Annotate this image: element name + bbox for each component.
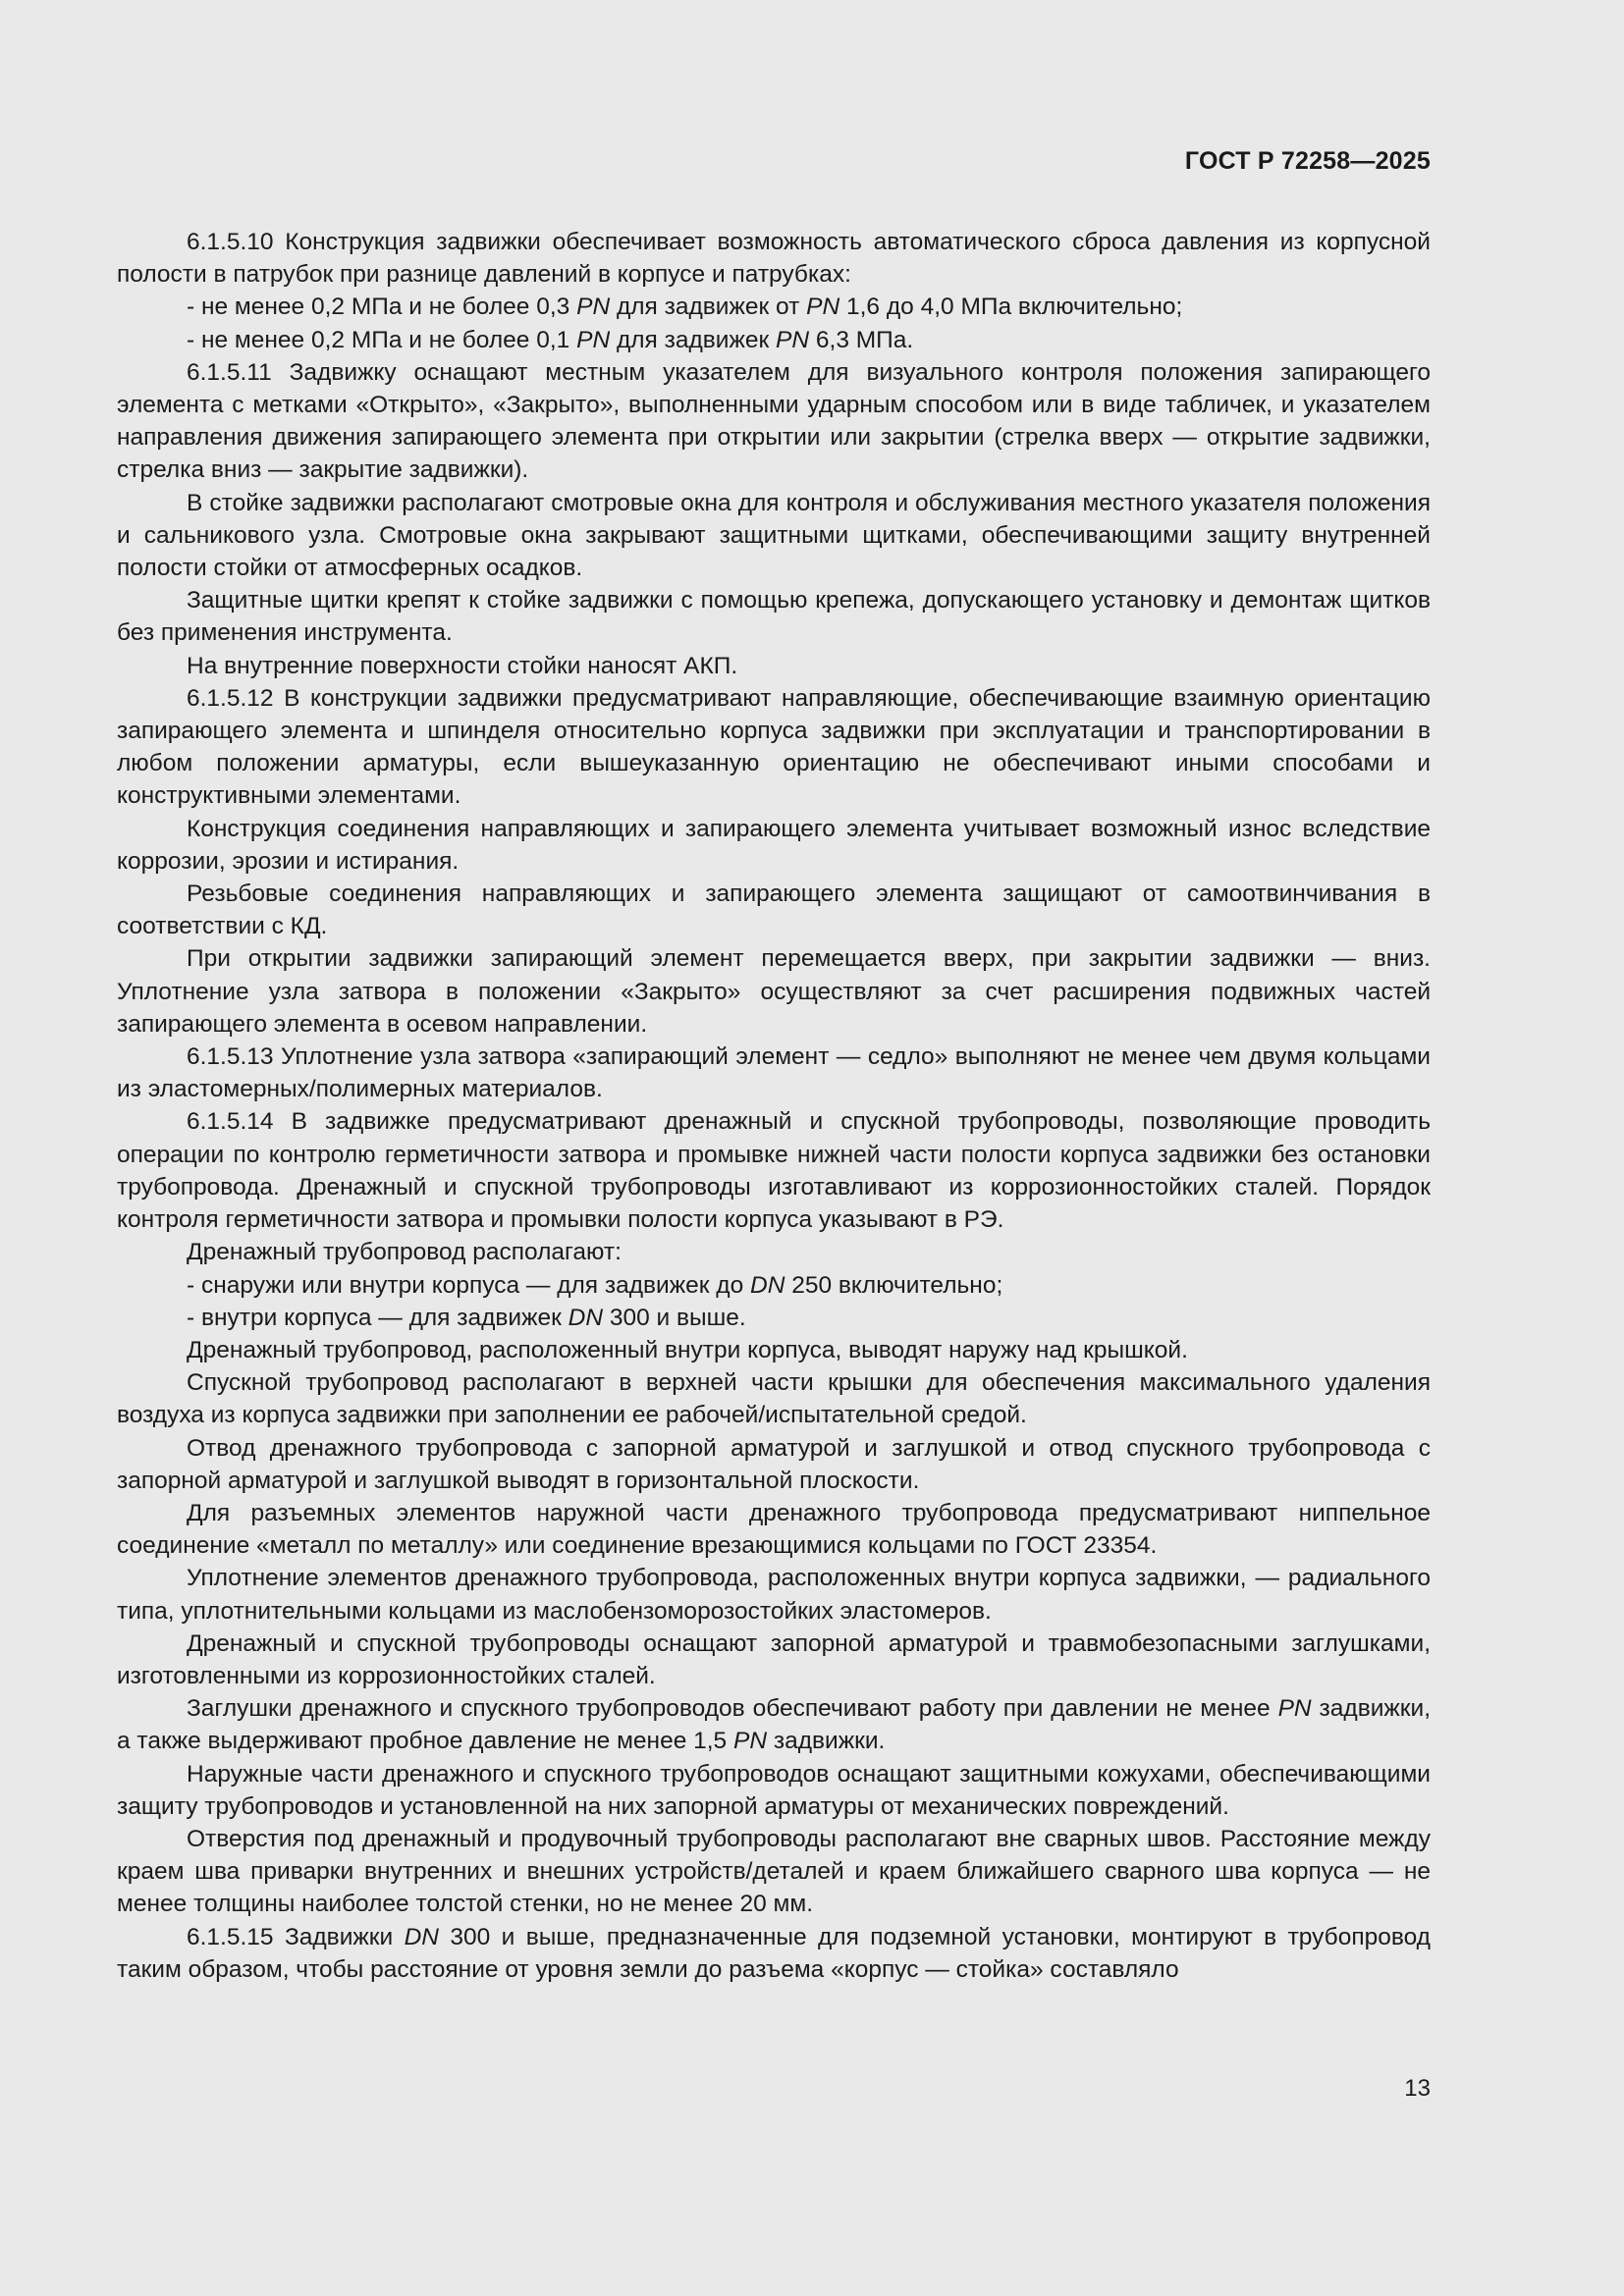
paragraph: Заглушки дренажного и спускного трубопроводов обеспечивают работу при давлении не менее PN задвижки, а также выдерживают пробное давление не менее 1,5 PN задвижки. — [117, 1695, 1432, 1755]
list-item: - снаружи или внутри корпуса — для задвижек до DN 250 включительно; — [187, 1271, 1003, 1299]
paragraph: Отверстия под дренажный и продувочный трубопроводы располагают вне сварных швов. Расстояние между краем шва приварки внутренних и внешних устройств/деталей и краем ближайшего сварного шва корпуса — не менее толщины наиболее толстой стенки, но не менее 20 мм. — [117, 1825, 1431, 1918]
document-header: ГОСТ Р 72258—2025 — [1184, 147, 1431, 175]
paragraph: Защитные щитки крепят к стойке задвижки с помощью крепежа, допускающего установку и демонтаж щитков без применения инструмента. — [117, 587, 1431, 647]
paragraph: При открытии задвижки запирающий элемент перемещается вверх, при закрытии задвижки — вниз. Уплотнение узла затвора в положении «Закрыто» осуществляют за счет расширения подвижных частей запирающего элемента в осевом направлении. — [117, 945, 1431, 1038]
paragraph: Конструкция соединения направляющих и запирающего элемента учитывает возможный износ вследствие коррозии, эрозии и истирания. — [117, 815, 1431, 875]
paragraph: 6.1.5.12 В конструкции задвижки предусматривают направляющие, обеспечивающие взаимную ориентацию запирающего элемента и шпинделя относительно корпуса задвижки при эксплуатации и транспортировании в любом положении арматуры, если вышеуказанную ориентацию не обеспечивают иными способами и конструктивными элементами. — [117, 684, 1431, 810]
paragraph: 6.1.5.15 Задвижки DN 300 и выше, предназначенные для подземной установки, монтируют в трубопровод таким образом, чтобы расстояние от уровня земли до разъема «корпус — стойка» составляло — [117, 1923, 1431, 1983]
list-item: - не менее 0,2 МПа и не более 0,3 PN для задвижек от PN 1,6 до 4,0 МПа включительно; — [187, 294, 1183, 321]
document-body — [117, 226, 1431, 1986]
paragraph: Наружные части дренажного и спускного трубопроводов оснащают защитными кожухами, обеспечивающими защиту трубопроводов и установленной на них запорной арматуры от механических повреждений. — [117, 1760, 1431, 1820]
paragraph: Дренажный трубопровод, расположенный внутри корпуса, выводят наружу над крышкой. — [187, 1336, 1188, 1363]
paragraph: Уплотнение элементов дренажного трубопровода, расположенных внутри корпуса задвижки, — радиального типа, уплотнительными кольцами из маслобензоморозостойких эластомеров. — [117, 1565, 1431, 1625]
paragraph: Резьбовые соединения направляющих и запирающего элемента защищают от самоотвинчивания в соответствии с КД. — [117, 881, 1431, 940]
paragraph: 6.1.5.13 Уплотнение узла затвора «запирающий элемент — седло» выполняют не менее чем двумя кольцами из эластомерных/полимерных материалов. — [117, 1043, 1431, 1103]
paragraph: 6.1.5.11 Задвижку оснащают местным указателем для визуального контроля положения запирающего элемента с метками «Открыто», «Закрыто», выполненными ударным способом или в виде табличек, и указателем направления движения запирающего элемента при открытии или закрытии (стрелка вверх — открытие задвижки, стрелка вниз — закрытие задвижки). — [117, 358, 1431, 484]
paragraph: Для разъемных элементов наружной части дренажного трубопровода предусматривают ниппельное соединение «металл по металлу» или соединение врезающимися кольцами по ГОСТ 23354. — [117, 1499, 1431, 1560]
paragraph: 6.1.5.14 В задвижке предусматривают дренажный и спускной трубопроводы, позволяющие проводить операции по контролю герметичности затвора и промывке нижней части полости корпуса задвижки без остановки трубопровода. Дренажный и спускной трубопроводы изготавливают из коррозионностойких сталей. Порядок контроля герметичности затвора и промывки полости корпуса указывают в РЭ. — [117, 1108, 1431, 1234]
paragraph: В стойке задвижки располагают смотровые окна для контроля и обслуживания местного указателя положения и сальникового узла. Смотровые окна закрывают защитными щитками, обеспечивающими защиту внутренней полости стойки от атмосферных осадков. — [117, 489, 1431, 582]
paragraph: 6.1.5.10 Конструкция задвижки обеспечивает возможность автоматического сброса давления из корпусной полости в патрубок при разнице давлений в корпусе и патрубках: — [117, 229, 1431, 289]
list-item: - внутри корпуса — для задвижек DN 300 и выше. — [187, 1304, 746, 1331]
list-item: - не менее 0,2 МПа и не более 0,1 PN для задвижек PN 6,3 МПа. — [187, 326, 914, 353]
paragraph: Дренажный трубопровод располагают: — [187, 1239, 622, 1266]
page-number: 13 — [1404, 2075, 1431, 2102]
paragraph: Спускной трубопровод располагают в верхней части крышки для обеспечения максимального удаления воздуха из корпуса задвижки при заполнении ее рабочей/испытательной средой. — [117, 1369, 1431, 1429]
paragraph: На внутренние поверхности стойки наносят АКП. — [187, 652, 738, 679]
paragraph: Отвод дренажного трубопровода с запорной арматурой и заглушкой и отвод спускного трубопровода с запорной арматурой и заглушкой выводят в горизонтальной плоскости. — [117, 1434, 1431, 1494]
paragraph: Дренажный и спускной трубопроводы оснащают запорной арматурой и травмобезопасными заглушками, изготовленными из коррозионностойких сталей. — [117, 1629, 1431, 1689]
